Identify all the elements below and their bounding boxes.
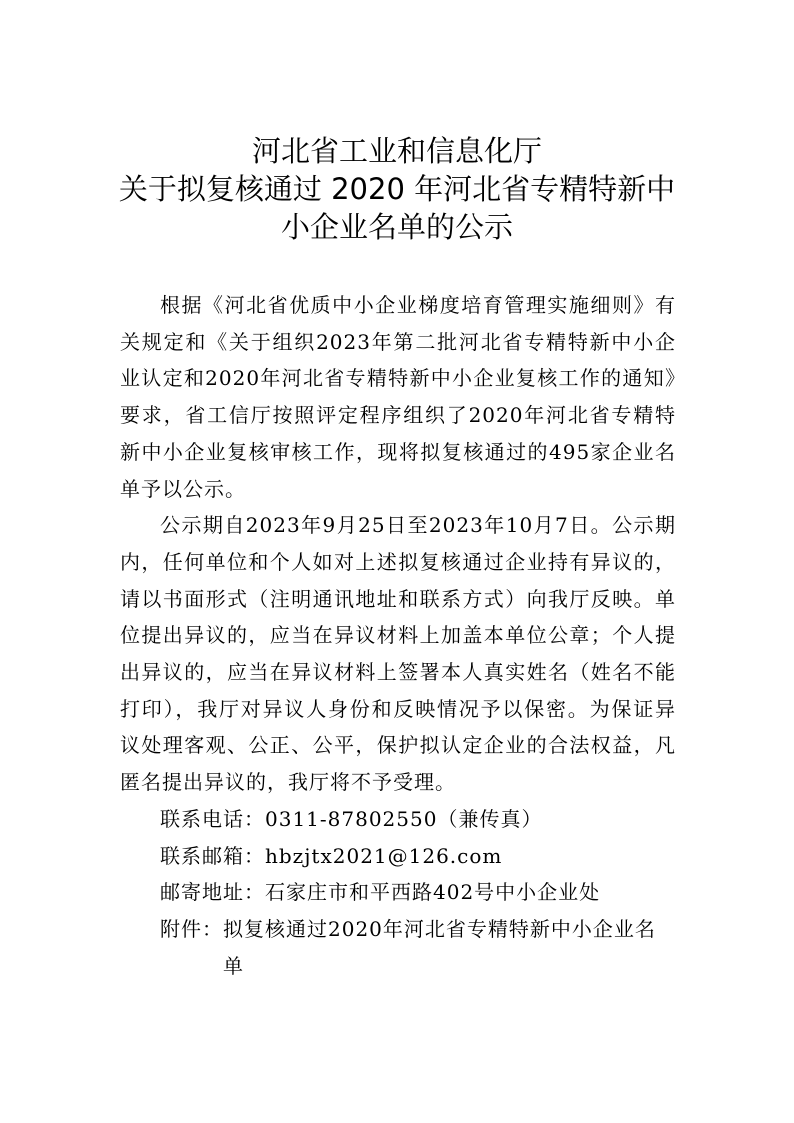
contact-email-label: 联系邮箱： <box>160 843 265 868</box>
contact-email-value: hbzjtx2021@126.com <box>265 843 503 868</box>
contact-address-value: 石家庄市和平西路402号中小企业处 <box>265 880 601 905</box>
paragraph-intro: 根据《河北省优质中小企业梯度培育管理实施细则》有关规定和《关于组织2023年第二批河北省专精特新中小企业认定和2020年河北省专精特新中小企业复核工作的通知》要求，省工信厅按照评定程序组织了2020年河北省专精特新中小企业复核审核工作，现将拟复核通过的495家企业名单予以公示。 <box>120 293 676 501</box>
title-line-1: 河北省工业和信息化厅 <box>251 134 542 168</box>
document-body <box>120 287 676 984</box>
contact-email-line <box>120 838 676 875</box>
contact-address-label: 邮寄地址： <box>160 880 265 905</box>
paragraph-notice-period: 公示期自2023年9月25日至2023年10月7日。公示期内，任何单位和个人如对上述拟复核通过企业持有异议的，请以书面形式（注明通讯地址和联系方式）向我厅反映。单位提出异议的，应当在异议材料上加盖本单位公章；个人提出异议的，应当在异议材料上签署本人真实姓名（姓名不能打印），我厅对异议人身份和反映情况予以保密。为保证异议处理客观、公正、公平，保护拟认定企业的合法权益，凡匿名提出异议的，我厅将不予受理。 <box>120 513 676 795</box>
title-line-3: 小企业名单的公示 <box>280 210 513 244</box>
attachment-line <box>120 911 676 984</box>
attachment-value: 拟复核通过2020年河北省专精特新中小企业名单 <box>223 916 656 978</box>
title-line-2: 关于拟复核通过 2020 年河北省专精特新中 <box>118 172 676 206</box>
contact-phone-label: 联系电话： <box>160 806 265 831</box>
attachment-label: 附件： <box>160 916 223 941</box>
contact-address-line <box>120 874 676 911</box>
contact-phone-value: 0311-87802550（兼传真） <box>265 806 543 831</box>
document-title <box>100 132 694 246</box>
contact-phone-line <box>120 801 676 838</box>
